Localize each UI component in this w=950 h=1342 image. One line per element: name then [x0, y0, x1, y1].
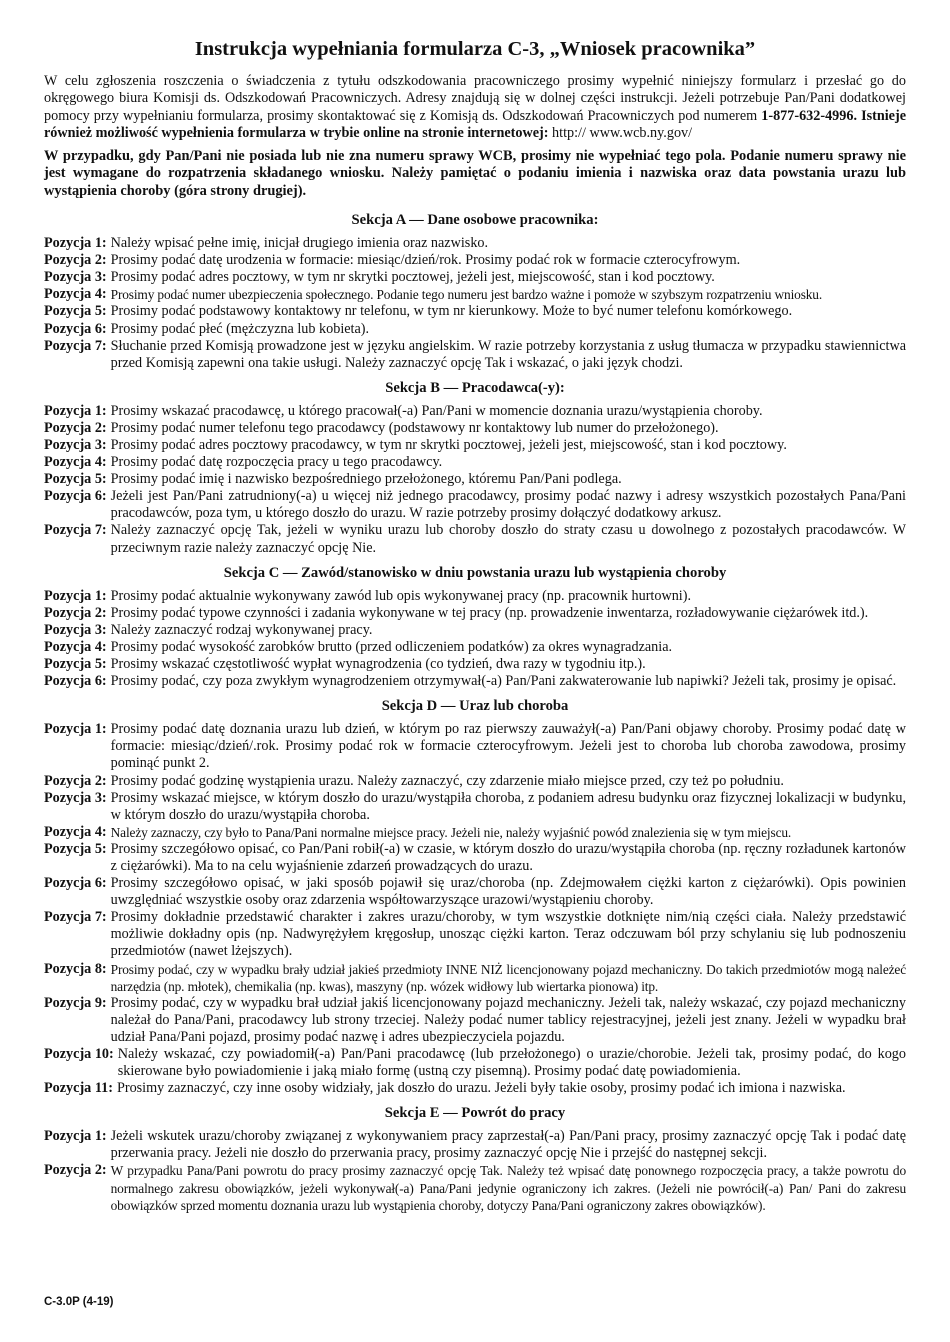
form-code: C-3.0P (4-19) — [44, 1296, 114, 1308]
item-label: Pozycja 3: — [44, 789, 107, 806]
item-text: Prosimy wskazać pracodawcę, u którego pracował(-a) Pan/Pani w momencie doznania urazu/wystąpienia choroby. — [110, 402, 763, 419]
item-label: Pozycja 4: — [44, 286, 107, 303]
item-label: Pozycja 5: — [44, 656, 107, 673]
item-label: Pozycja 3: — [44, 621, 107, 638]
list-item — [44, 286, 906, 303]
item-label: Pozycja 10: — [44, 1046, 114, 1063]
item-label: Pozycja 9: — [44, 994, 107, 1011]
item-text: Prosimy podać datę rozpoczęcia pracy u tego pracodawcy. — [110, 454, 443, 471]
item-label: Pozycja 1: — [44, 587, 107, 604]
section-title: Sekcja B — Pracodawca(-y): — [385, 379, 565, 396]
list-item — [44, 235, 906, 252]
item-text: W przypadku Pana/Pani powrotu do pracy prosimy zaznaczyć opcję Tak. Należy też wpisać datę ponownego rozpoczęcia pracy, a także powrotu do normalnego zakresu obowiązków, jeżeli wykonywał(-a) Pana/Pani jedynie ograniczony ich zakres. (Jeżeli nie powrócił(-a) Pan/ Pani do zakresu obowiązków sprzed momentu doznania urazu lub wystąpienia choroby, dotyczy Pana/Pani ograniczony zakres obowiązków). — [110, 1163, 906, 1213]
section-title: Sekcja D — Uraz lub choroba — [381, 698, 569, 715]
item-label: Pozycja 2: — [44, 1162, 107, 1179]
section-b — [44, 380, 906, 557]
item-text: Prosimy podać numer telefonu tego pracodawcy (podstawowy nr kontaktowy lub numer do przełożonego). — [110, 419, 719, 436]
item-text: Jeżeli jest Pan/Pani zatrudniony(-a) u więcej niż jednego pracodawcy, prosimy podać nazwy i adresy wszystkich pozostałych Pana/Pani pracodawców, poza tym, u którego doszło do urazu. W razie potrzeby prosimy dołączyć dodatkowy arkusz. — [110, 488, 906, 522]
item-label: Pozycja 4: — [44, 638, 107, 655]
item-text: Prosimy podać, czy w wypadku brał udział jakiś licencjonowany pojazd mechaniczny. Jeżeli tak, należy wskazać, czy pojazd mechaniczny należał do Pana/Pani, pracodawcy lub strony trzeciej. Należy podać numer tablicy rejestracyjnej, jeżeli jest znany. Jeżeli w wypadku brał udział Pana/Pani pojazd, prosimy podać nazwę i adres ubezpieczyciela pojazdu. — [110, 994, 906, 1045]
intro-url: http:// www.wcb.ny.gov/ — [548, 124, 693, 141]
list-item — [44, 1080, 906, 1097]
wcb-number-warning: W przypadku, gdy Pan/Pani nie posiada lub nie zna numeru sprawy WCB, prosimy nie wypełniać tego pola. Podanie numeru sprawy nie jest wymagane do rozpatrzenia składanego wniosku. Należy pamiętać o podaniu imienia i nazwiska oraz data powstania urazu lub wystąpienia choroby (góra strony drugiej). — [44, 148, 906, 199]
item-text: Należy wpisać pełne imię, inicjał drugiego imienia oraz nazwisko. — [110, 235, 489, 252]
list-item — [44, 656, 906, 673]
section-e — [44, 1105, 906, 1213]
item-label: Pozycja 5: — [44, 303, 107, 320]
item-text: Należy zaznaczy, czy było to Pana/Pani normalne miejsce pracy. Jeżeli nie, należy wyjaśnić powód znalezienia się w tym miejscu. — [110, 824, 792, 840]
item-text: Prosimy dokładnie przedstawić charakter i zakres urazu/choroby, w tym wszystkie dotknięte nim/nią części ciała. Należy przedstawić możliwie dokładny opis (np. Nadwyrężyłem kręgosłup, unosząc ciężki karton. Teraz odczuwam ból przy schylaniu się lub podnoszeniu przedmiotów (nawet lżejszych). — [110, 909, 906, 960]
item-label: Pozycja 4: — [44, 823, 107, 840]
list-item — [44, 622, 906, 639]
item-text: Należy wskazać, czy powiadomił(-a) Pan/Pani pracodawcę (lub przełożonego) o urazie/chorobie. Jeżeli tak, prosimy podać, do kogo skierowane było powiadomienie i jaką miało formę (ustną czy pisemną). Prosimy podać datę powiadomienia. — [117, 1046, 906, 1080]
list-item — [44, 673, 906, 690]
item-text: Należy zaznaczyć rodzaj wykonywanej pracy. — [110, 621, 373, 638]
list-item — [44, 252, 906, 269]
item-text: Prosimy szczegółowo opisać, w jaki sposób pojawił się uraz/choroba (np. Zdejmowałem ciężki karton z ciężarówki). Opis powinien uwzględniać wszystkie osoby oraz zdarzenia współtowarzyszące urazowi/wystąpieniu choroby. — [110, 875, 906, 909]
list-item — [44, 522, 906, 556]
item-text: Prosimy podać aktualnie wykonywany zawód lub opis wykonywanej pracy (np. pracownik hurtowni). — [110, 587, 692, 604]
item-label: Pozycja 3: — [44, 437, 107, 454]
list-item — [44, 1128, 906, 1162]
item-label: Pozycja 2: — [44, 252, 107, 269]
list-item — [44, 437, 906, 454]
list-item — [44, 875, 906, 909]
item-label: Pozycja 6: — [44, 875, 107, 892]
item-text: Prosimy podać adres pocztowy, w tym nr skrytki pocztowej, jeżeli jest, miejscowość, stan i kod pocztowy. — [110, 269, 715, 286]
intro-paragraph — [44, 73, 906, 142]
item-text: Prosimy podać typowe czynności i zadania wykonywane w tej pracy (np. prowadzenie inwentarza, rozładowywanie ciężarówek itd.). — [110, 604, 869, 621]
item-label: Pozycja 3: — [44, 269, 107, 286]
list-item — [44, 639, 906, 656]
item-text: Prosimy podać adres pocztowy pracodawcy, w tym nr skrytki pocztowej, jeżeli jest, miejscowość, stan i kod pocztowy. — [110, 437, 787, 454]
item-text: Prosimy podać, czy w wypadku brały udział jakieś przedmioty INNE NIŻ licencjonowany pojazd mechaniczny. Do takich przedmiotów mogą należeć narzędzia (np. młotek), chemikalia (np. kwas), maszyny (np. wózek widłowy lub wiertarka pionowa) itp. — [110, 961, 906, 994]
item-label: Pozycja 4: — [44, 454, 107, 471]
item-text: Prosimy podać imię i nazwisko bezpośredniego przełożonego, któremu Pan/Pani podlega. — [110, 471, 622, 488]
item-label: Pozycja 6: — [44, 488, 107, 505]
section-title: Sekcja C — Zawód/stanowisko w dniu powstania urazu lub wystąpienia choroby — [223, 564, 727, 581]
item-text: Prosimy podać godzinę wystąpienia urazu. Należy zaznaczyć, czy zdarzenie miało miejsce przed, czy też po południu. — [110, 772, 784, 789]
list-item — [44, 961, 906, 995]
item-text: Prosimy podać podstawowy kontaktowy nr telefonu, w tym nr kierunkowy. Może to być numer telefonu komórkowego. — [110, 303, 793, 320]
list-item — [44, 995, 906, 1046]
list-item — [44, 338, 906, 372]
item-text: Prosimy podać numer ubezpieczenia społecznego. Podanie tego numeru jest bardzo ważne i pomoże w szybszym rozpatrzeniu wniosku. — [110, 287, 823, 303]
item-text: Prosimy podać datę urodzenia w formacie: miesiąc/dzień/rok. Prosimy podać rok w formacie czterocyfrowym. — [110, 252, 741, 269]
item-text: Prosimy zaznaczyć, czy inne osoby widziały, jak doszło do urazu. Jeżeli były takie osoby, prosimy podać ich imiona i nazwiska. — [116, 1080, 846, 1097]
item-label: Pozycja 8: — [44, 960, 107, 977]
item-label: Pozycja 7: — [44, 522, 107, 539]
item-text: Słuchanie przed Komisją prowadzone jest w języku angielskim. W razie potrzeby korzystania z usług tłumacza w przypadku stawiennictwa przed Komisją zapewni ona takie usługi. Należy zaznaczyć opcję Tak i wskazać, o jaki język chodzi. — [110, 337, 906, 371]
item-text: Prosimy podać datę doznania urazu lub dzień, w którym po raz pierwszy zauważył(-a) Pan/Pani objawy choroby. Prosimy podać datę w formacie: miesiąc/dzień/.rok. Prosimy podać rok w formacie czterocyfrowym. Jeżeli jest to choroba lub choroba zawodowa, prosimy pominąć punkt 2. — [110, 721, 906, 772]
item-label: Pozycja 6: — [44, 673, 107, 690]
list-item — [44, 605, 906, 622]
item-label: Pozycja 2: — [44, 419, 107, 436]
list-item — [44, 420, 906, 437]
list-item — [44, 1046, 906, 1080]
item-text: Należy zaznaczyć opcję Tak, jeżeli w wyniku urazu lub choroby doszło do straty czasu u dowolnego z pozostałych pracodawców. W przeciwnym razie należy zaznaczyć opcję Nie. — [110, 522, 906, 556]
intro-text: W celu zgłoszenia roszczenia o świadczenia z tytułu odszkodowania pracowniczego prosimy wypełnić niniejszy formularz i przesłać go do okręgowego biura Komisji ds. Odszkodowań Pracowniczych. Adresy znajdują się w dolnej części instrukcji. Jeżeli potrzebuje Pan/Pani dodatkowej pomocy przy wypełnianiu formularza, prosimy skontaktować się z Komisją ds. Odszkodowań Pracowniczych pod numerem — [44, 73, 906, 124]
item-text: Prosimy wskazać miejsce, w którym doszło do urazu/wystąpiła choroba, z podaniem adresu budynku oraz fizycznej lokalizacji w budynku, w którym doszło do urazu/wystąpiła choroba. — [110, 789, 906, 823]
list-item — [44, 488, 906, 522]
item-text: Prosimy podać płeć (mężczyzna lub kobieta). — [110, 320, 370, 337]
item-text: Prosimy szczegółowo opisać, co Pan/Pani robił(-a) w czasie, w którym doszło do urazu/wystąpiła choroba (np. ręczny rozładunek kartonów z ciężarówki). Ma to na celu wyjaśnienie zdarzeń prowadzących do urazu. — [110, 840, 906, 874]
item-text: Prosimy wskazać częstotliwość wypłat wynagrodzenia (co tydzień, dwa razy w tygodniu itp.). — [110, 656, 646, 673]
list-item — [44, 588, 906, 605]
item-label: Pozycja 2: — [44, 772, 107, 789]
list-item — [44, 403, 906, 420]
item-text: Jeżeli wskutek urazu/choroby związanej z wykonywaniem pracy zaprzestał(-a) Pan/Pani pracy, prosimy zaznaczyć opcję Tak i podać datę przerwania pracy. Jeżeli nie doszło do przerwania pracy, prosimy zaznaczyć opcję Nie i przejść do następnej sekcji. — [110, 1128, 906, 1162]
item-label: Pozycja 1: — [44, 235, 107, 252]
list-item — [44, 909, 906, 960]
item-label: Pozycja 1: — [44, 402, 107, 419]
list-item — [44, 841, 906, 875]
page-title: Instrukcja wypełniania formularza C-3, „Wniosek pracownika” — [194, 38, 756, 60]
item-label: Pozycja 2: — [44, 604, 107, 621]
list-item — [44, 269, 906, 286]
list-item — [44, 773, 906, 790]
list-item — [44, 824, 906, 841]
section-title: Sekcja A — Dane osobowe pracownika: — [351, 212, 599, 229]
item-label: Pozycja 5: — [44, 471, 107, 488]
section-title: Sekcja E — Powrót do pracy — [384, 1105, 566, 1122]
list-item — [44, 721, 906, 772]
list-item — [44, 454, 906, 471]
item-label: Pozycja 7: — [44, 337, 107, 354]
section-d — [44, 698, 906, 1097]
item-label: Pozycja 1: — [44, 721, 107, 738]
list-item — [44, 471, 906, 488]
item-text: Prosimy podać, czy poza zwykłym wynagrodzeniem otrzymywał(-a) Pan/Pani zakwaterowanie lub napiwki? Jeżeli tak, prosimy je opisać. — [110, 673, 897, 690]
item-label: Pozycja 5: — [44, 840, 107, 857]
sections-container — [44, 212, 906, 1214]
item-label: Pozycja 11: — [44, 1080, 113, 1097]
list-item — [44, 303, 906, 320]
list-item — [44, 790, 906, 824]
item-label: Pozycja 1: — [44, 1128, 107, 1145]
item-text: Prosimy podać wysokość zarobków brutto (przed odliczeniem podatków) za okres wynagradzania. — [110, 638, 673, 655]
section-a — [44, 212, 906, 372]
list-item — [44, 1162, 906, 1213]
item-label: Pozycja 7: — [44, 909, 107, 926]
list-item — [44, 321, 906, 338]
intro-phone-online: 1-877-632-4996. Istnieje również możliwość wypełnienia formularza w trybie online na stronie internetowej: — [44, 107, 906, 141]
section-c — [44, 565, 906, 691]
item-label: Pozycja 6: — [44, 320, 107, 337]
